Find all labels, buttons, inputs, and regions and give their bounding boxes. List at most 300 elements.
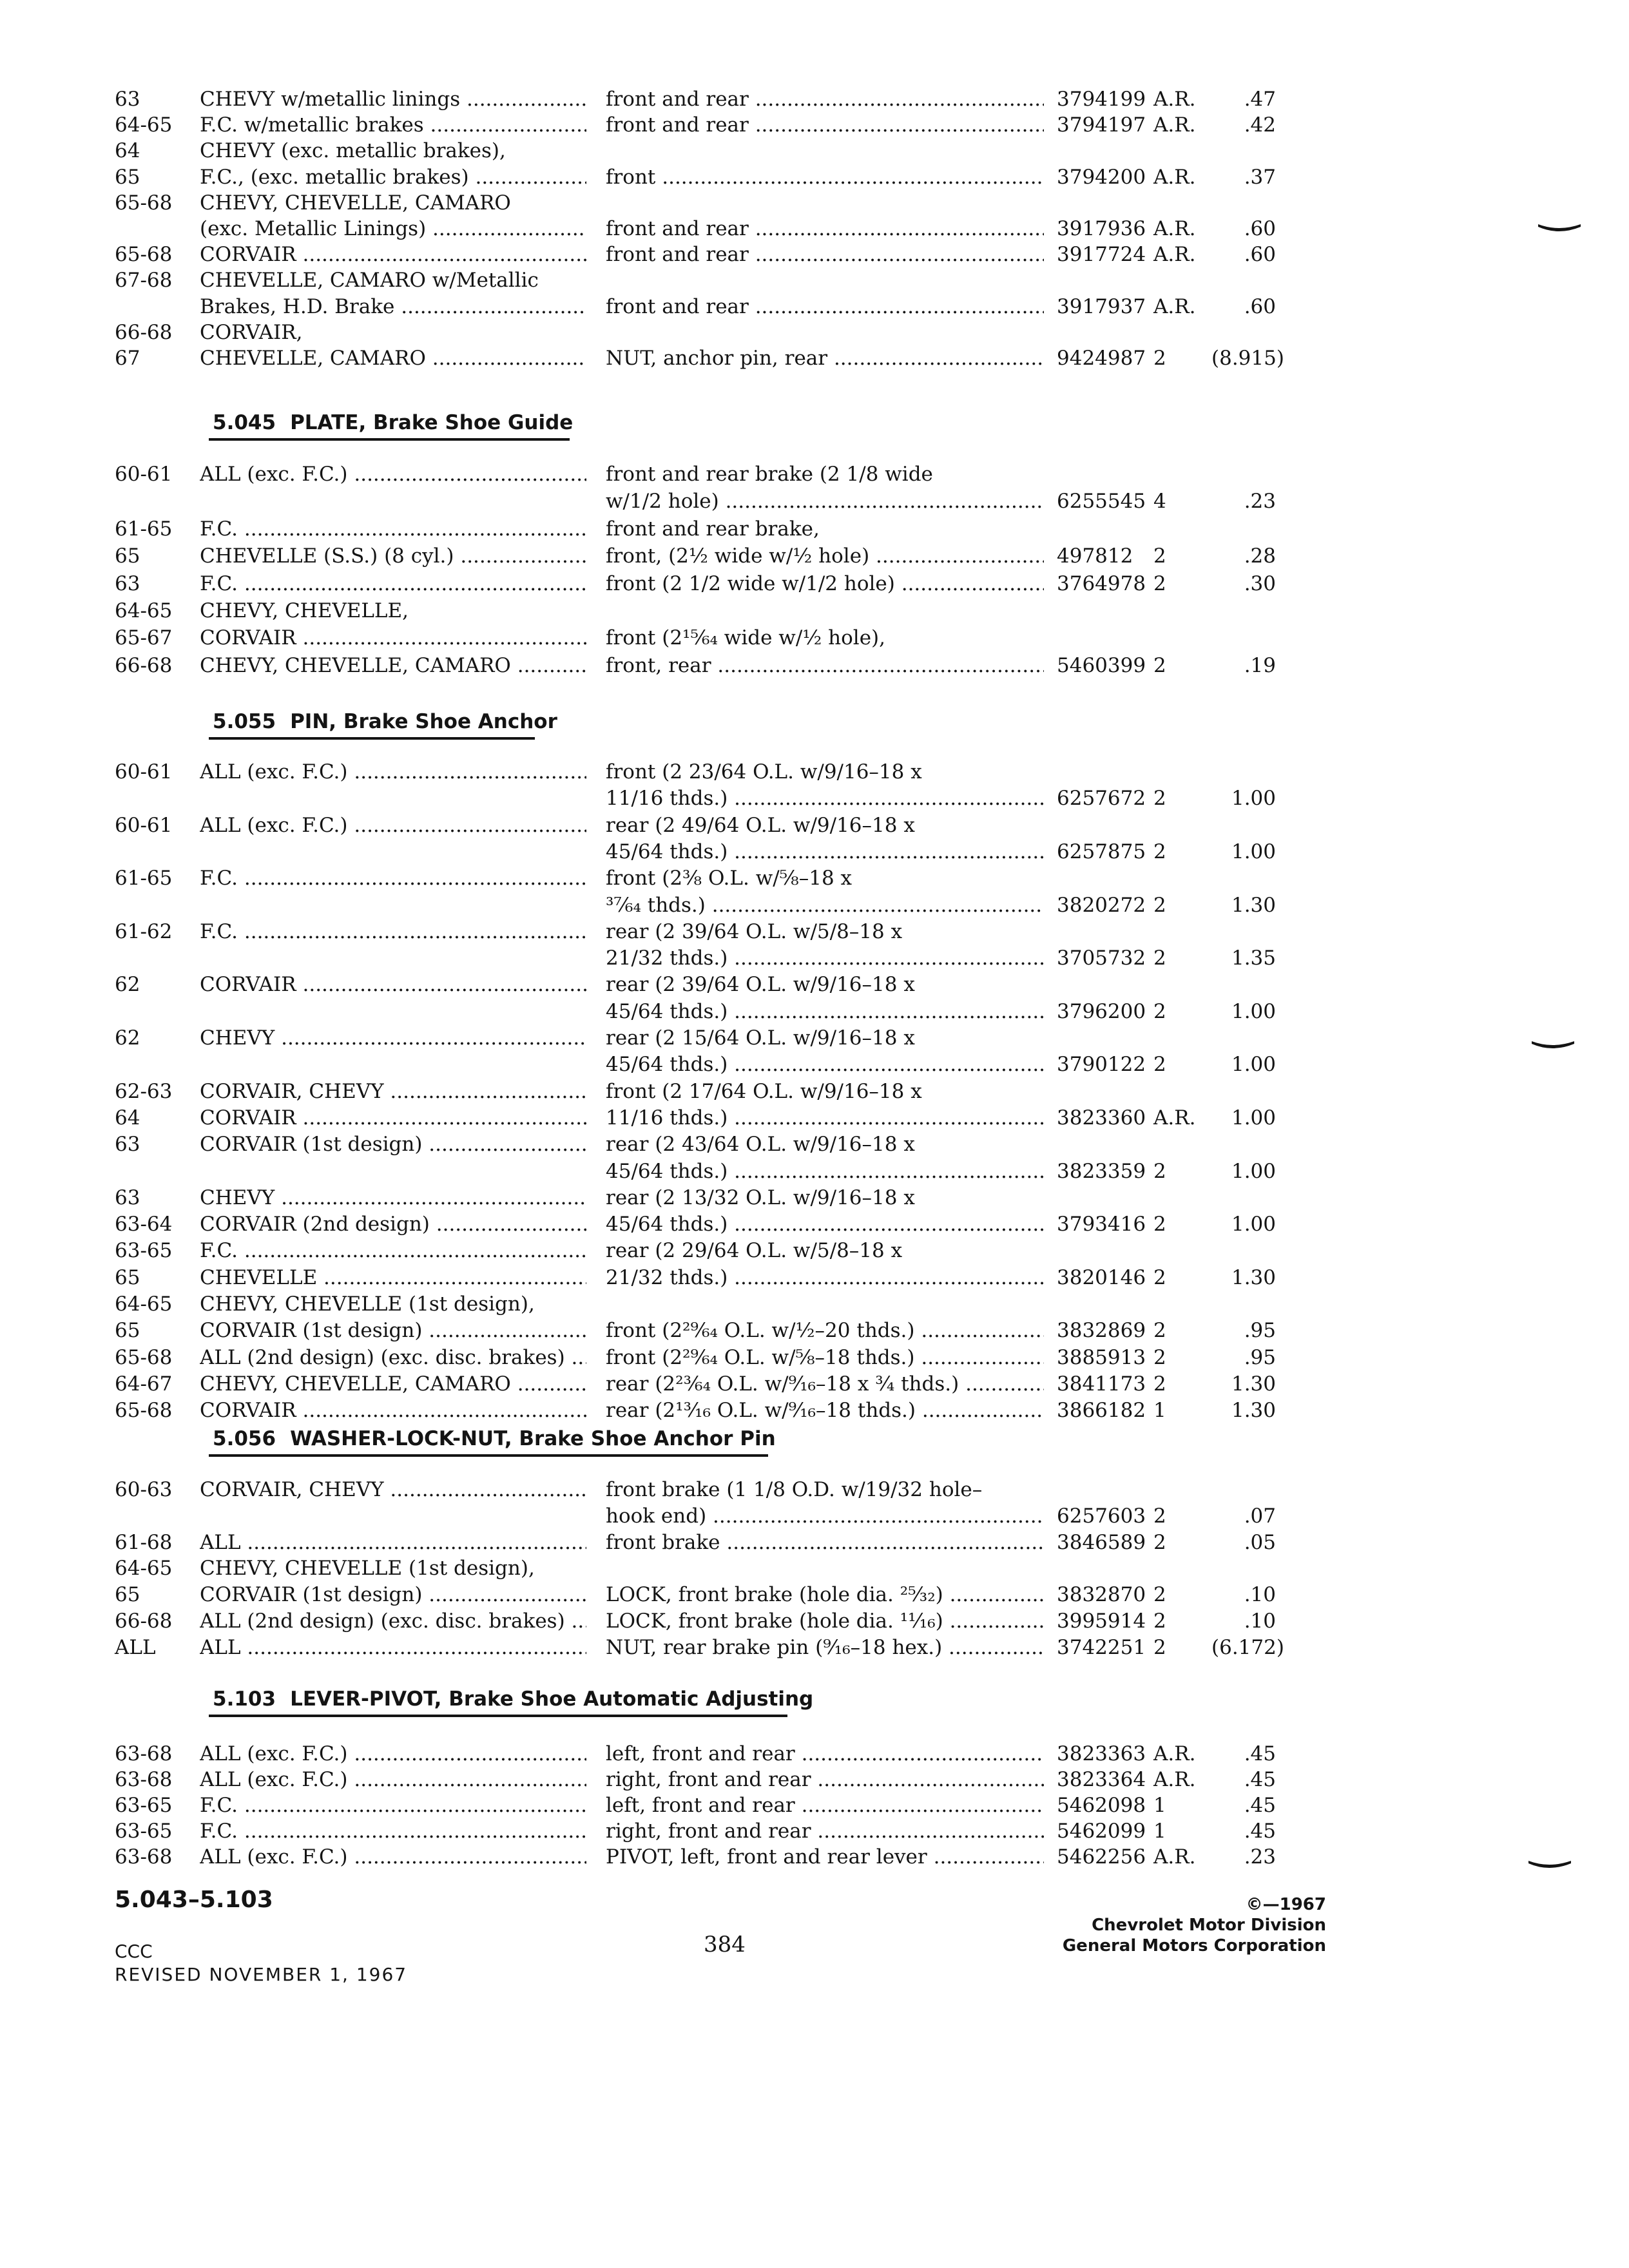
parts-row [0, 571, 1629, 597]
section-number: 5.056 [213, 1427, 276, 1450]
model-name: CORVAIR, CHEVY ..... [200, 1079, 586, 1104]
model-name: CHEVELLE (S.S.) (8 cyl.) ..... [200, 543, 586, 569]
parts-row [0, 1398, 1629, 1423]
quantity: A.R. [1153, 295, 1196, 318]
model-name: F.C. ..... [200, 571, 586, 597]
part-description: PIVOT, left, front and rear lever ..... [606, 1844, 1044, 1870]
list-price: .45 [1244, 1820, 1276, 1843]
part-description: front (2²⁹⁄₆₄ O.L. w/½–20 thds.) ..... [606, 1318, 1044, 1343]
part-description: LOCK, front brake (hole dia. ²⁵⁄₃₂) ..... [606, 1582, 1044, 1608]
model-name: CHEVELLE, CAMARO ..... [200, 345, 586, 371]
model-name: (exc. Metallic Linings) ..... [200, 216, 586, 242]
model-name: F.C. w/metallic brakes ..... [200, 112, 586, 138]
model-name: CORVAIR (1st design) ..... [200, 1582, 586, 1608]
quantity: 2 [1153, 544, 1166, 568]
part-number: 3794197 [1057, 113, 1146, 137]
parts-row [0, 190, 1629, 216]
list-price: 1.30 [1231, 894, 1276, 917]
part-description: NUT, anchor pin, rear ..... [606, 345, 1044, 371]
quantity: 2 [1153, 1583, 1166, 1606]
model-year: 64-65 [115, 599, 173, 622]
page-number: 384 [704, 1932, 746, 1957]
quantity: 2 [1153, 1160, 1166, 1183]
parts-row [0, 1052, 1629, 1077]
parts-row [0, 461, 1629, 487]
parts-row [0, 320, 1629, 345]
part-number: 3866182 [1057, 1399, 1146, 1422]
model-name: CHEVY ..... [200, 1185, 586, 1211]
group-range: 5.043–5.103 [115, 1887, 273, 1913]
quantity: A.R. [1153, 1742, 1196, 1765]
model-name: CORVAIR (1st design) ..... [200, 1131, 586, 1157]
part-description: right, front and rear ..... [606, 1767, 1044, 1792]
part-description: ³⁷⁄₆₄ thds.) ..... [606, 892, 1044, 918]
model-year: 60-61 [115, 760, 173, 783]
part-description: 11/16 thds.) ..... [606, 1105, 1044, 1131]
parts-row [0, 999, 1629, 1024]
quantity: A.R. [1153, 113, 1196, 137]
part-description: front (2¹⁵⁄₆₄ wide w/½ hole), [606, 626, 885, 649]
part-number: 3794200 [1057, 166, 1146, 189]
part-number: 5462098 [1057, 1794, 1146, 1817]
list-price: .37 [1244, 166, 1276, 189]
list-price: .60 [1244, 243, 1276, 266]
part-description: front and rear ..... [606, 216, 1044, 242]
parts-row [0, 1608, 1629, 1634]
model-name: CHEVY, CHEVELLE (1st design), [200, 1293, 535, 1316]
model-name: F.C. ..... [200, 919, 586, 945]
part-number: 3832869 [1057, 1319, 1146, 1342]
model-name: ALL (exc. F.C.) ..... [200, 812, 586, 838]
model-year: 65 [115, 544, 140, 568]
quantity: 2 [1153, 1504, 1166, 1528]
model-year: 65 [115, 166, 140, 189]
part-description: front (2 1/2 wide w/1/2 hole) ..... [606, 571, 1044, 597]
part-number: 6257875 [1057, 840, 1146, 863]
quantity: 1 [1153, 1794, 1166, 1817]
list-price: .45 [1244, 1768, 1276, 1791]
parts-row [0, 892, 1629, 918]
quantity: 2 [1153, 1346, 1166, 1369]
parts-row [0, 1211, 1629, 1237]
part-description: w/1/2 hole) ..... [606, 488, 1044, 514]
margin-mark [1530, 1036, 1576, 1054]
model-year: 64-67 [115, 1372, 173, 1396]
model-name: Brakes, H.D. Brake ..... [200, 294, 586, 320]
model-year: 65-68 [115, 243, 173, 266]
list-price: .60 [1244, 295, 1276, 318]
model-year: 64 [115, 1106, 140, 1129]
model-year: 63-65 [115, 1820, 173, 1843]
model-name: CHEVY, CHEVELLE, CAMARO [200, 191, 511, 215]
parts-row [0, 865, 1629, 891]
part-number: 3790122 [1057, 1053, 1146, 1076]
model-name: CHEVELLE, CAMARO w/Metallic [200, 269, 539, 292]
model-year: 63 [115, 88, 140, 111]
model-name: F.C. ..... [200, 1238, 586, 1264]
list-price: .42 [1244, 113, 1276, 137]
list-price: .07 [1244, 1504, 1276, 1528]
model-year: 64-65 [115, 113, 173, 137]
quantity: A.R. [1153, 1106, 1196, 1129]
parts-row [0, 345, 1629, 371]
section-underline [209, 737, 535, 740]
model-name: ALL ..... [200, 1635, 586, 1660]
quantity: 2 [1153, 1372, 1166, 1396]
model-name: F.C. ..... [200, 1792, 586, 1818]
parts-row [0, 785, 1629, 811]
parts-row [0, 598, 1629, 624]
part-description: front, (2½ wide w/½ hole) ..... [606, 543, 1044, 569]
parts-row [0, 1555, 1629, 1581]
part-number: 3823360 [1057, 1106, 1146, 1129]
part-number: 3823359 [1057, 1160, 1146, 1183]
part-description: front brake ..... [606, 1530, 1044, 1555]
section-number: 5.045 [213, 411, 276, 434]
list-price: .05 [1244, 1531, 1276, 1554]
model-year: 60-61 [115, 463, 173, 486]
part-description: rear (2¹³⁄₁₆ O.L. w/⁹⁄₁₆–18 thds.) ..... [606, 1398, 1044, 1423]
model-year: 63-68 [115, 1768, 173, 1791]
part-number: 9424987 [1057, 347, 1146, 370]
model-year: 65-68 [115, 1399, 173, 1422]
part-description: front brake (1 1/8 O.D. w/19/32 hole– [606, 1478, 983, 1501]
parts-row [0, 1767, 1629, 1792]
part-description: rear (2 43/64 O.L. w/9/16–18 x [606, 1133, 915, 1156]
model-name: CORVAIR ..... [200, 242, 586, 267]
list-price: 1.00 [1231, 1000, 1276, 1023]
part-description: 45/64 thds.) ..... [606, 999, 1044, 1024]
quantity: A.R. [1153, 88, 1196, 111]
parts-row [0, 1371, 1629, 1397]
margin-mark [1527, 1856, 1572, 1874]
parts-row [0, 1530, 1629, 1555]
model-name: CORVAIR, [200, 321, 303, 344]
quantity: 2 [1153, 347, 1166, 370]
model-year: 67-68 [115, 269, 173, 292]
parts-row [0, 1238, 1629, 1264]
parts-row [0, 1185, 1629, 1211]
part-description: front (2 17/64 O.L. w/9/16–18 x [606, 1080, 922, 1103]
model-year: 60-61 [115, 814, 173, 837]
model-name: ALL (exc. F.C.) ..... [200, 461, 586, 487]
part-description: front and rear ..... [606, 86, 1044, 112]
parts-row [0, 1818, 1629, 1844]
model-name: CHEVY, CHEVELLE, CAMARO ..... [200, 1371, 586, 1397]
part-description: front and rear ..... [606, 294, 1044, 320]
model-year: 63 [115, 572, 140, 595]
parts-row [0, 516, 1629, 542]
list-price: .19 [1244, 654, 1276, 677]
section-title-text: PLATE, Brake Shoe Guide [290, 411, 574, 434]
section-number: 5.103 [213, 1687, 276, 1711]
quantity: 2 [1153, 787, 1166, 810]
model-year: 63-65 [115, 1794, 173, 1817]
parts-row [0, 1477, 1629, 1503]
model-year: 64-65 [115, 1293, 173, 1316]
quantity: 2 [1153, 1636, 1166, 1659]
parts-row [0, 1741, 1629, 1767]
part-number: 6255545 [1057, 490, 1146, 513]
parts-row [0, 759, 1629, 785]
model-year: 65 [115, 1583, 140, 1606]
model-year: 63-64 [115, 1213, 173, 1236]
parts-row [0, 653, 1629, 678]
list-price: 1.00 [1231, 787, 1276, 810]
list-price: .30 [1244, 572, 1276, 595]
section-title-text: LEVER-PIVOT, Brake Shoe Automatic Adjusting [290, 1687, 814, 1711]
parts-row [0, 972, 1629, 997]
part-number: 3832870 [1057, 1583, 1146, 1606]
section-heading [213, 1426, 776, 1452]
list-price: .47 [1244, 88, 1276, 111]
parts-row [0, 488, 1629, 514]
quantity: A.R. [1153, 1768, 1196, 1791]
model-name: CHEVY w/metallic linings ..... [200, 86, 586, 112]
model-year: 66-68 [115, 1610, 173, 1633]
model-name: CORVAIR ..... [200, 972, 586, 997]
quantity: A.R. [1153, 243, 1196, 266]
corporation: General Motors Corporation [1062, 1936, 1326, 1956]
division: Chevrolet Motor Division [1092, 1916, 1326, 1935]
catalog-code: CCC [115, 1941, 153, 1962]
part-description: 11/16 thds.) ..... [606, 785, 1044, 811]
parts-row [0, 1291, 1629, 1317]
part-description: front ..... [606, 164, 1044, 190]
parts-row [0, 1105, 1629, 1131]
model-name: CHEVY (exc. metallic brakes), [200, 139, 506, 162]
list-price: .23 [1244, 1845, 1276, 1869]
model-name: ALL ..... [200, 1530, 586, 1555]
parts-row [0, 86, 1629, 112]
section-number: 5.055 [213, 710, 276, 733]
model-name: CORVAIR ..... [200, 625, 586, 651]
model-year: 64 [115, 139, 140, 162]
model-name: ALL (2nd design) (exc. disc. brakes) ..... [200, 1608, 586, 1634]
model-year: 63-65 [115, 1239, 173, 1262]
list-price: (6.172) [1211, 1636, 1284, 1659]
model-name: CORVAIR (1st design) ..... [200, 1318, 586, 1343]
parts-row [0, 1265, 1629, 1291]
model-year: 62-63 [115, 1080, 173, 1103]
model-year: 60-63 [115, 1478, 173, 1501]
part-number: 3995914 [1057, 1610, 1146, 1633]
list-price: 1.30 [1231, 1399, 1276, 1422]
model-name: F.C. ..... [200, 1818, 586, 1844]
model-year: 63-68 [115, 1742, 173, 1765]
section-heading [213, 709, 557, 735]
quantity: A.R. [1153, 217, 1196, 240]
model-name: CORVAIR, CHEVY ..... [200, 1477, 586, 1503]
part-description: rear (2²³⁄₆₄ O.L. w/⁹⁄₁₆–18 x ¾ thds.) ..... [606, 1371, 1044, 1397]
quantity: 2 [1153, 1319, 1166, 1342]
list-price: 1.00 [1231, 1106, 1276, 1129]
parts-row [0, 138, 1629, 164]
list-price: 1.35 [1231, 947, 1276, 970]
model-year: 62 [115, 973, 140, 996]
section-heading [213, 1686, 813, 1712]
model-name: ALL (exc. F.C.) ..... [200, 759, 586, 785]
section-heading [213, 410, 573, 436]
model-name: ALL (2nd design) (exc. disc. brakes) ..... [200, 1345, 586, 1370]
section-underline [209, 438, 570, 441]
model-year: 61-65 [115, 867, 173, 890]
model-year: 63 [115, 1186, 140, 1209]
part-description: rear (2 29/64 O.L. w/5/8–18 x [606, 1239, 903, 1262]
part-number: 3846589 [1057, 1531, 1146, 1554]
part-description: rear (2 15/64 O.L. w/9/16–18 x [606, 1026, 915, 1050]
section-underline [209, 1454, 768, 1457]
section-title-text: WASHER-LOCK-NUT, Brake Shoe Anchor Pin [290, 1427, 776, 1450]
model-name: CHEVY, CHEVELLE (1st design), [200, 1557, 535, 1580]
list-price: .60 [1244, 217, 1276, 240]
model-name: CHEVY, CHEVELLE, [200, 599, 409, 622]
part-description: right, front and rear ..... [606, 1818, 1044, 1844]
parts-row [0, 1503, 1629, 1529]
model-year: 64-65 [115, 1557, 173, 1580]
parts-row [0, 267, 1629, 293]
part-description: rear (2 39/64 O.L. w/5/8–18 x [606, 920, 903, 943]
parts-row [0, 945, 1629, 971]
quantity: 4 [1153, 490, 1166, 513]
part-number: 3794199 [1057, 88, 1146, 111]
quantity: 2 [1153, 840, 1166, 863]
list-price: .45 [1244, 1794, 1276, 1817]
quantity: 2 [1153, 572, 1166, 595]
margin-mark [1537, 219, 1582, 237]
part-number: 3841173 [1057, 1372, 1146, 1396]
list-price: .28 [1244, 544, 1276, 568]
part-description: 45/64 thds.) ..... [606, 1158, 1044, 1184]
part-number: 3823364 [1057, 1768, 1146, 1791]
parts-row [0, 1158, 1629, 1184]
model-name: ALL (exc. F.C.) ..... [200, 1767, 586, 1792]
part-description: front (2²⁹⁄₆₄ O.L. w/⅝–18 thds.) ..... [606, 1345, 1044, 1370]
part-description: front and rear brake, [606, 517, 820, 541]
part-description: rear (2 49/64 O.L. w/9/16–18 x [606, 814, 915, 837]
model-year: 63 [115, 1133, 140, 1156]
list-price: 1.00 [1231, 1053, 1276, 1076]
part-number: 5460399 [1057, 654, 1146, 677]
quantity: 2 [1153, 654, 1166, 677]
part-number: 3917724 [1057, 243, 1146, 266]
model-year: 61-65 [115, 517, 173, 541]
part-number: 3793416 [1057, 1213, 1146, 1236]
quantity: 2 [1153, 1610, 1166, 1633]
model-year: 65-68 [115, 191, 173, 215]
parts-row [0, 543, 1629, 569]
model-name: CORVAIR ..... [200, 1398, 586, 1423]
list-price: (8.915) [1211, 347, 1284, 370]
parts-row [0, 919, 1629, 945]
model-name: F.C. ..... [200, 516, 586, 542]
quantity: 1 [1153, 1399, 1166, 1422]
part-description: 45/64 thds.) ..... [606, 1052, 1044, 1077]
part-number: 3917937 [1057, 295, 1146, 318]
part-description: rear (2 39/64 O.L. w/9/16–18 x [606, 973, 915, 996]
part-description: 45/64 thds.) ..... [606, 1211, 1044, 1237]
part-description: left, front and rear ..... [606, 1741, 1044, 1767]
quantity: A.R. [1153, 1845, 1196, 1869]
quantity: 2 [1153, 1053, 1166, 1076]
model-year: 61-62 [115, 920, 173, 943]
part-number: 3742251 [1057, 1636, 1146, 1659]
model-year: 62 [115, 1026, 140, 1050]
part-number: 5462099 [1057, 1820, 1146, 1843]
section-title-text: PIN, Brake Shoe Anchor [290, 710, 557, 733]
model-year: 65-68 [115, 1346, 173, 1369]
list-price: 1.00 [1231, 1213, 1276, 1236]
part-description: front, rear ..... [606, 653, 1044, 678]
model-year: 65-67 [115, 626, 173, 649]
part-description: LOCK, front brake (hole dia. ¹¹⁄₁₆) ..... [606, 1608, 1044, 1634]
parts-row [0, 1131, 1629, 1157]
part-description: front (2⅜ O.L. w/⅝–18 x [606, 867, 853, 890]
quantity: 2 [1153, 894, 1166, 917]
part-number: 3705732 [1057, 947, 1146, 970]
parts-row [0, 294, 1629, 320]
part-description: rear (2 13/32 O.L. w/9/16–18 x [606, 1186, 915, 1209]
section-underline [209, 1715, 787, 1717]
quantity: 2 [1153, 1266, 1166, 1289]
part-number: 3885913 [1057, 1346, 1146, 1369]
parts-row [0, 112, 1629, 138]
model-year: 65 [115, 1319, 140, 1342]
quantity: 2 [1153, 1531, 1166, 1554]
part-number: 6257672 [1057, 787, 1146, 810]
quantity: 1 [1153, 1820, 1166, 1843]
model-name: F.C., (exc. metallic brakes) ..... [200, 164, 586, 190]
part-number: 3820146 [1057, 1266, 1146, 1289]
parts-row [0, 1582, 1629, 1608]
list-price: .23 [1244, 490, 1276, 513]
part-number: 3764978 [1057, 572, 1146, 595]
model-name: CHEVY, CHEVELLE, CAMARO ..... [200, 653, 586, 678]
part-description: front and rear ..... [606, 112, 1044, 138]
list-price: 1.30 [1231, 1266, 1276, 1289]
model-name: CHEVY ..... [200, 1025, 586, 1051]
list-price: .10 [1244, 1610, 1276, 1633]
part-description: hook end) ..... [606, 1503, 1044, 1529]
model-year: 66-68 [115, 321, 173, 344]
part-number: 6257603 [1057, 1504, 1146, 1528]
part-number: 3820272 [1057, 894, 1146, 917]
list-price: 1.00 [1231, 840, 1276, 863]
list-price: .95 [1244, 1346, 1276, 1369]
parts-row [0, 812, 1629, 838]
part-description: left, front and rear ..... [606, 1792, 1044, 1818]
model-year: 67 [115, 347, 140, 370]
part-description: front and rear ..... [606, 242, 1044, 267]
list-price: .95 [1244, 1319, 1276, 1342]
part-description: front and rear brake (2 1/8 wide [606, 463, 933, 486]
model-year: 63-68 [115, 1845, 173, 1869]
model-year: 61-68 [115, 1531, 173, 1554]
model-name: CHEVELLE ..... [200, 1265, 586, 1291]
model-name: CORVAIR ..... [200, 1105, 586, 1131]
model-year: 66-68 [115, 654, 173, 677]
model-name: CORVAIR (2nd design) ..... [200, 1211, 586, 1237]
quantity: 2 [1153, 1000, 1166, 1023]
part-description: 21/32 thds.) ..... [606, 1265, 1044, 1291]
model-name: F.C. ..... [200, 865, 586, 891]
list-price: 1.00 [1231, 1160, 1276, 1183]
model-name: ALL (exc. F.C.) ..... [200, 1844, 586, 1870]
parts-row [0, 1345, 1629, 1370]
part-description: 21/32 thds.) ..... [606, 945, 1044, 971]
part-number: 3796200 [1057, 1000, 1146, 1023]
part-number: 3917936 [1057, 217, 1146, 240]
